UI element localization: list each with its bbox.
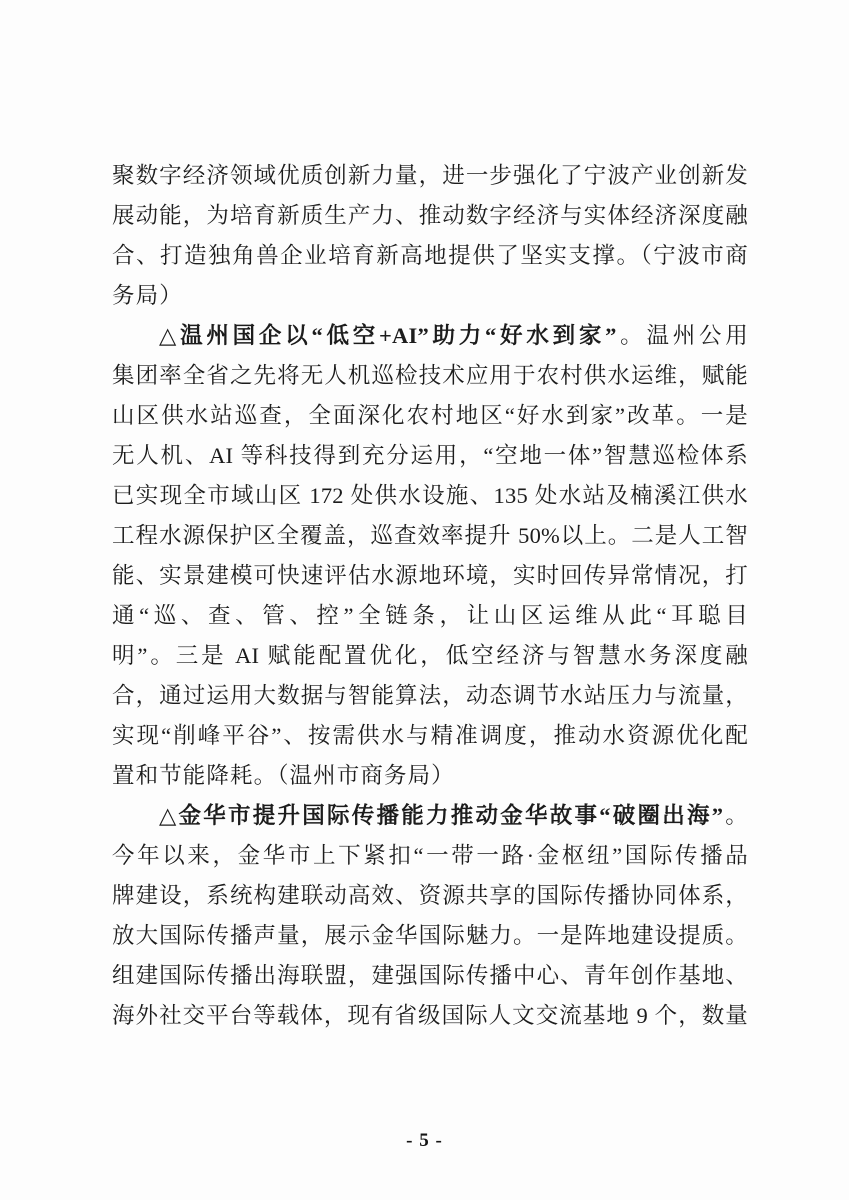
text-line [112,356,748,396]
body-text: 。 [723,803,748,828]
text-line [112,996,748,1036]
text-line [112,876,748,916]
text-line [112,796,748,836]
text-line [112,236,748,276]
text-line [112,556,748,596]
body-text: 今年以来，金华市上下紧扣“一带一路·金枢纽”国际传播品 [112,843,748,868]
text-line [112,956,748,996]
body-text: 集团率全省之先将无人机巡检技术应用于农村供水运维，赋能 [112,363,748,388]
body-text: 组建国际传播出海联盟，建强国际传播中心、青年创作基地、 [112,963,748,988]
body-text: 已实现全市域山区 172 处供水设施、135 处水站及楠溪江供水 [112,483,748,508]
document-body [112,156,748,1036]
paragraph-ningbo-continuation [112,156,748,316]
text-line [112,836,748,876]
text-line [112,916,748,956]
body-text: 。温州公用 [616,323,748,348]
section-heading-text: △金华市提升国际传播能力推动金华故事“破圈出海” [159,803,724,828]
text-line [112,596,748,636]
body-text: 合、打造独角兽企业培育新高地提供了坚实支撑。（宁波市商 [112,243,748,268]
body-text: 能、实景建模可快速评估水源地环境，实时回传异常情况，打 [112,563,748,588]
body-text: 牌建设，系统构建联动高效、资源共享的国际传播协同体系， [112,883,748,908]
text-line [112,636,748,676]
text-line [112,396,748,436]
section-heading-text: △温州国企以“低空+AI”助力“好水到家” [159,323,617,348]
text-line [112,156,748,196]
text-line [112,316,748,356]
body-text: 无人机、AI 等科技得到充分运用，“空地一体”智慧巡检体系 [112,443,748,468]
text-line [112,276,748,316]
body-text: 聚数字经济领域优质创新力量，进一步强化了宁波产业创新发 [112,163,748,188]
body-text: 通“巡、查、管、控”全链条，让山区运维从此“耳聪目 [112,603,748,628]
body-text: 实现“削峰平谷”、按需供水与精准调度，推动水资源优化配 [112,723,748,748]
text-line [112,756,748,796]
page-number: - 5 - [406,1130,443,1151]
body-text: 置和节能降耗。（温州市商务局） [112,763,455,788]
body-text: 合，通过运用大数据与智能算法，动态调节水站压力与流量， [112,683,748,708]
body-text: 工程水源保护区全覆盖，巡查效率提升 50%以上。二是人工智 [112,523,748,548]
body-text: 山区供水站巡查，全面深化农村地区“好水到家”改革。一是 [112,403,748,428]
paragraph-jinhua-international-communication [112,796,748,1036]
paragraph-wenzhou-low-altitude-ai-water [112,316,748,796]
text-line [112,476,748,516]
body-text: 海外社交平台等载体，现有省级国际人文交流基地 9 个，数量 [112,1003,748,1028]
text-line [112,676,748,716]
body-text: 明”。三是 AI 赋能配置优化，低空经济与智慧水务深度融 [112,643,748,668]
body-text: 务局） [112,283,183,308]
body-text: 放大国际传播声量，展示金华国际魅力。一是阵地建设提质。 [112,923,748,948]
text-line [112,436,748,476]
text-line [112,516,748,556]
text-line [112,196,748,236]
body-text: 展动能，为培育新质生产力、推动数字经济与实体经济深度融 [112,203,748,228]
text-line [112,716,748,756]
